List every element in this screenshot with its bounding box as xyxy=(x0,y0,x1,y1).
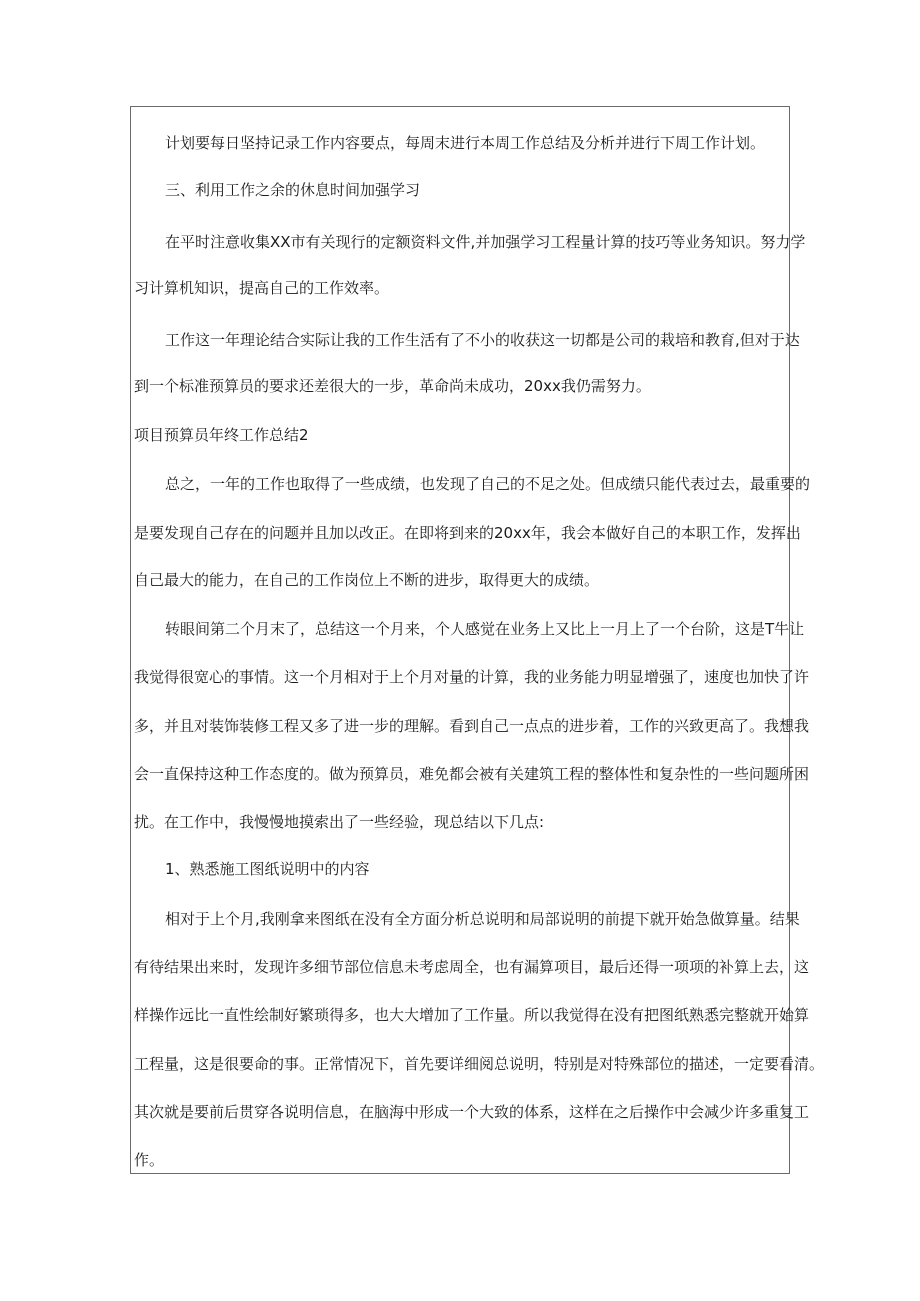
text-line-6: 到一个标准预算员的要求还差很大的一步，革命尚未成功，20xx我仍需努力。 xyxy=(134,377,651,395)
text-line-5: 工作这一年理论结合实际让我的工作生活有了不小的收获这一切都是公司的栽培和教育,但对于达 xyxy=(165,331,800,349)
document-frame xyxy=(130,106,825,1174)
text-line-8: 总之，一年的工作也取得了一些成绩，也发现了自己的不足之处。但成绩只能代表过去，最重要的 xyxy=(165,475,811,493)
subsection-heading-1: 1、熟悉施工图纸说明中的内容 xyxy=(165,860,370,878)
text-line-19: 样操作远比一直性绘制好繁琐得多，也大大增加了工作量。所以我觉得在没有把图纸熟悉完整就开始算 xyxy=(134,1006,810,1024)
text-line-13: 多，并且对装饰装修工程又多了进一步的理解。看到自己一点点的进步着，工作的兴致更高了。我想我 xyxy=(134,717,810,735)
text-line-20: 工程量，这是很要命的事。正常情况下，首先要详细阅总说明，特别是对特殊部位的描述，一定要看清。 xyxy=(134,1055,825,1073)
text-line-15: 扰。在工作中，我慢慢地摸索出了一些经验，现总结以下几点: xyxy=(134,813,545,831)
text-line-3: 在平时注意收集XX市有关现行的定额资料文件,并加强学习工程量计算的技巧等业务知识。努力学 xyxy=(165,233,806,251)
text-line-14: 会一直保持这种工作态度的。做为预算员，难免都会被有关建筑工程的整体性和复杂性的一些问题所困 xyxy=(134,765,810,783)
section-heading-3: 三、利用工作之余的休息时间加强学习 xyxy=(165,181,421,199)
text-line-18: 有待结果出来时，发现许多细节部位信息未考虑周全，也有漏算项目，最后还得一项项的补算上去，这 xyxy=(134,958,810,976)
text-line-22: 作。 xyxy=(134,1151,165,1169)
text-line-9: 是要发现自己存在的问题并且加以改正。在即将到来的20xx年，我会本做好自己的本职工作，发挥出 xyxy=(134,524,801,542)
text-line-12: 我觉得很宽心的事情。这一个月相对于上个月对量的计算，我的业务能力明显增强了，速度也加快了许 xyxy=(134,668,810,686)
text-line-11: 转眼间第二个月末了，总结这一个月来，个人感觉在业务上又比上一月上了一个台阶，这是T牛让 xyxy=(165,620,805,638)
text-line-17: 相对于上个月,我刚拿来图纸在没有全方面分析总说明和局部说明的前提下就开始急做算量。结果 xyxy=(165,910,800,928)
text-line-1: 计划要每日坚持记录工作内容要点，每周末进行本周工作总结及分析并进行下周工作计划。 xyxy=(165,134,766,152)
text-line-10: 自己最大的能力，在自己的工作岗位上不断的进步，取得更大的成绩。 xyxy=(134,571,600,589)
text-line-21: 其次就是要前后贯穿各说明信息，在脑海中形成一个大致的体系，这样在之后操作中会减少许多重复工 xyxy=(134,1103,810,1121)
document-title: 项目预算员年终工作总结2 xyxy=(134,426,309,444)
text-line-4: 习计算机知识，提高自己的工作效率。 xyxy=(134,279,390,297)
